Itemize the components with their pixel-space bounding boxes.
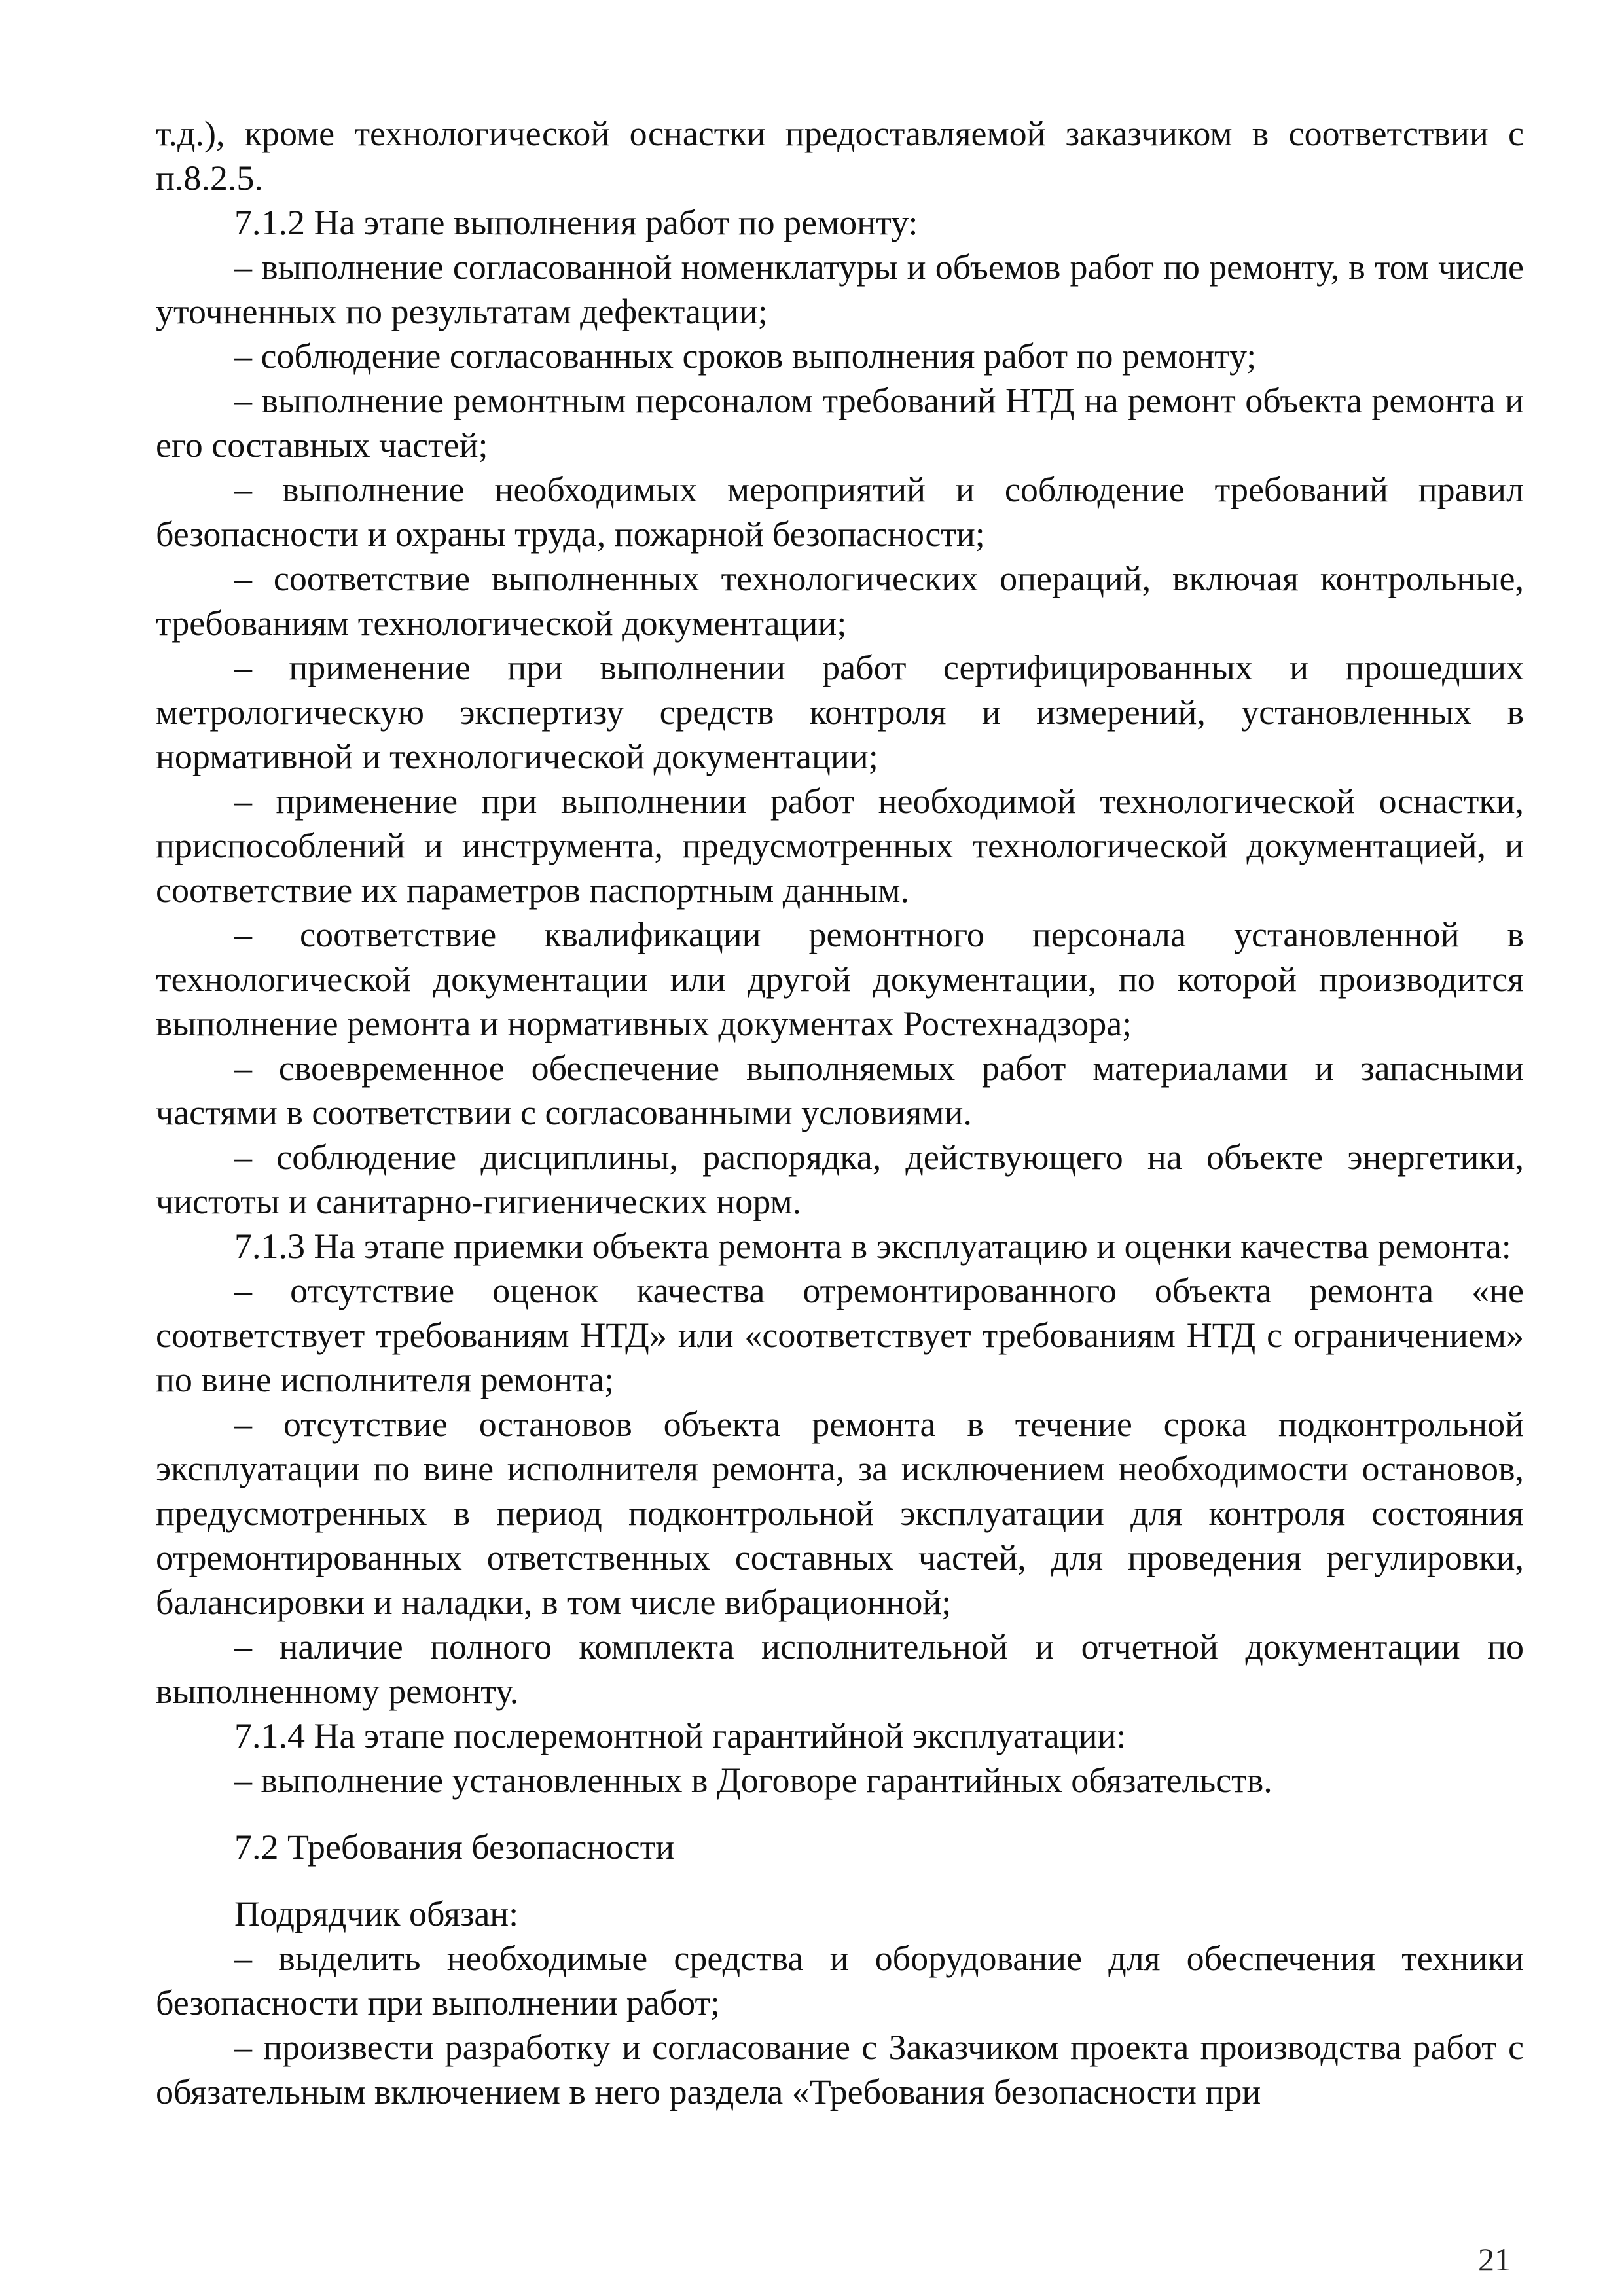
list-item: – соблюдение согласованных сроков выполнения работ по ремонту; [234,336,1257,376]
paragraph-continuation: т.д.), кроме технологической оснастки предоставляемой заказчиком в соответствии с п.8.2.5. [156,114,1524,198]
list-item: – выполнение установленных в Договоре гарантийных обязательств. [234,1761,1272,1800]
list-item: – применение при выполнении работ необходимой технологической оснастки, приспособлений и инструмента, предусмотренных технологической документацией, и соответствие их параметров паспортным данным. [156,781,1524,910]
list-item: – применение при выполнении работ сертифицированных и прошедших метрологическую экспертизу средств контроля и измерений, установленных в нормативной и технологической документации; [156,648,1524,776]
list-item: – выполнение необходимых мероприятий и соблюдение требований правил безопасности и охраны труда, пожарной безопасности; [156,470,1524,554]
document-page [156,111,1524,2114]
list-item: – соблюдение дисциплины, распорядка, действующего на объекте энергетики, чистоты и санитарно-гигиенических норм. [156,1138,1524,1221]
list-item: – соответствие квалификации ремонтного персонала установленной в технологической документации или другой документации, по которой производится выполнение ремонта и нормативных документах Ростехнадзора; [156,915,1524,1043]
section-7-2-heading: 7.2 Требования безопасности [234,1827,675,1867]
list-item: – отсутствие оценок качества отремонтированного объекта ремонта «не соответствует требованиям НТД» или «соответствует требованиям НТД с ограничением» по вине исполнителя ремонта; [156,1271,1524,1399]
list-item: – отсутствие остановов объекта ремонта в течение срока подконтрольной эксплуатации по вине исполнителя ремонта, за исключением необходимости остановов, предусмотренных в период подконтрольной эксплуатации для контроля состояния отремонтированных ответственных составных частей, для проведения регулировки, балансировки и наладки, в том числе вибрационной; [156,1405,1524,1622]
section-7-1-4-heading: 7.1.4 На этапе послеремонтной гарантийной эксплуатации: [234,1716,1127,1755]
list-item: – своевременное обеспечение выполняемых работ материалами и запасными частями в соответствии с согласованными условиями. [156,1049,1524,1132]
section-7-1-3-heading: 7.1.3 На этапе приемки объекта ремонта в эксплуатацию и оценки качества ремонта: [234,1227,1511,1266]
list-item: – выполнение ремонтным персоналом требований НТД на ремонт объекта ремонта и его составных частей; [156,381,1524,465]
contractor-obligations-intro: Подрядчик обязан: [234,1894,519,1933]
list-item: – наличие полного комплекта исполнительной и отчетной документации по выполненному ремонту. [156,1627,1524,1711]
section-7-1-2-heading: 7.1.2 На этапе выполнения работ по ремонту: [234,203,918,242]
list-item: – соответствие выполненных технологических операций, включая контрольные, требованиям технологической документации; [156,559,1524,643]
list-item: – выполнение согласованной номенклатуры и объемов работ по ремонту, в том числе уточненных по результатам дефектации; [156,247,1524,331]
list-item: – произвести разработку и согласование с Заказчиком проекта производства работ с обязательным включением в него раздела «Требования безопасности при [156,2028,1524,2111]
page-number: 21 [1478,2241,1511,2278]
list-item: – выделить необходимые средства и оборудование для обеспечения техники безопасности при выполнении работ; [156,1939,1524,2022]
